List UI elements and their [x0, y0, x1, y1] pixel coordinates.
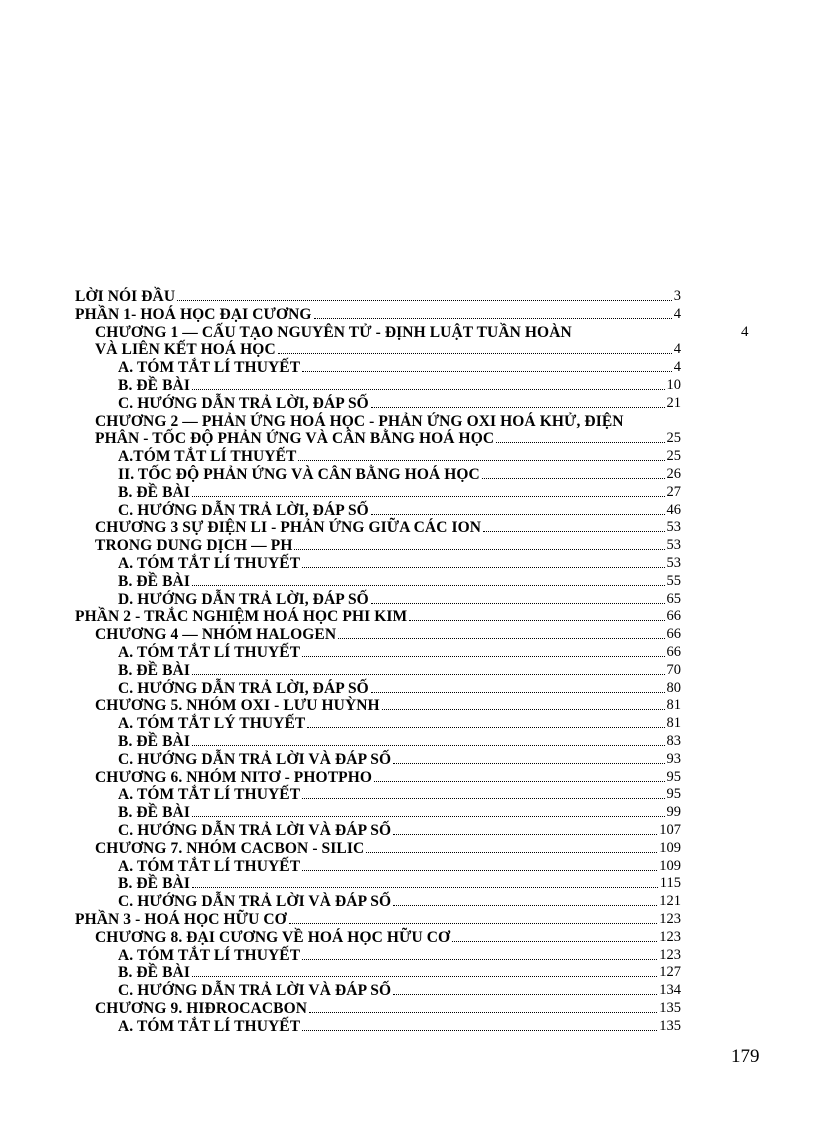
toc-entry — [95, 840, 681, 857]
toc-entry-page: 95 — [666, 768, 681, 785]
toc-leader-dots — [338, 638, 664, 639]
toc-entry-label: PHẦN 3 - HOÁ HỌC HỮU CƠ — [75, 911, 287, 928]
toc-entry-label: A. TÓM TẮT LÝ THUYẾT — [118, 715, 306, 733]
toc-leader-dots — [192, 816, 665, 817]
toc-entry — [95, 537, 681, 554]
toc-leader-dots — [393, 763, 664, 764]
toc-leader-dots — [371, 514, 665, 515]
toc-entry-label: A. TÓM TẮT LÍ THUYẾT — [118, 644, 301, 661]
toc-entry — [95, 697, 681, 714]
toc-entry — [118, 680, 681, 697]
toc-entry-label: B. ĐỀ BÀI — [118, 377, 190, 394]
toc-leader-dots — [374, 781, 664, 782]
toc-entry-label: C. HƯỚNG DẪN TRẢ LỜI, ĐÁP SỐ — [118, 679, 369, 697]
toc-entry — [75, 288, 681, 305]
toc-leader-dots — [192, 745, 665, 746]
toc-entry-label: TRONG DUNG DỊCH — PH — [95, 537, 293, 555]
toc-leader-dots — [302, 959, 657, 960]
toc-leader-dots — [192, 674, 665, 675]
toc-entry — [95, 430, 681, 447]
toc-entry — [118, 804, 681, 821]
toc-entry — [118, 875, 681, 892]
toc-entry-page: 81 — [666, 697, 681, 714]
toc-entry-page: 27 — [666, 483, 681, 500]
toc-leader-dots — [192, 389, 665, 390]
toc-leader-dots — [177, 300, 672, 301]
toc-entry-label: C. HƯỚNG DẪN TRẢ LỜI VÀ ĐÁP SỐ — [118, 982, 392, 1000]
toc-entry — [118, 858, 681, 875]
toc-entry-label: C. HƯỚNG DẪN TRẢ LỜI VÀ ĐÁP SỐ — [118, 750, 392, 768]
toc-entry-label: CHƯƠNG 8. ĐẠI CƯƠNG VỀ HOÁ HỌC HỮU CƠ — [95, 928, 451, 946]
toc-entry-page: 123 — [659, 928, 681, 945]
toc-entry-page: 109 — [659, 857, 681, 874]
toc-entry-label: A.TÓM TẮT LÍ THUYẾT — [118, 448, 297, 466]
toc-entry-page: 115 — [659, 875, 681, 892]
toc-entry-page: 3 — [673, 288, 681, 304]
toc-entry-page: 66 — [666, 626, 681, 643]
chapter-1-page-number: 4 — [741, 324, 749, 340]
toc-entry-page: 53 — [666, 519, 681, 536]
toc-entry — [75, 608, 681, 625]
toc-entry — [118, 786, 681, 803]
toc-entry-page: 65 — [666, 590, 681, 607]
toc-entry — [95, 519, 681, 536]
toc-entry — [95, 626, 681, 643]
toc-entry-label: CHƯƠNG 3 SỰ ĐIỆN LI - PHẢN ỨNG GIỮA CÁC ION — [95, 519, 482, 537]
toc-leader-dots — [192, 496, 665, 497]
toc-entry — [118, 377, 681, 394]
toc-entry-label: B. ĐỀ BÀI — [118, 483, 190, 501]
toc-leader-dots — [496, 442, 664, 443]
toc-entry — [118, 573, 681, 590]
toc-leader-dots — [192, 887, 658, 888]
toc-entry-label: CHƯƠNG 1 — CẤU TẠO NGUYÊN TỬ - ĐỊNH LUẬT TUẦN HOÀN — [95, 323, 572, 341]
toc-entry — [118, 1018, 681, 1035]
toc-entry-label: C. HƯỚNG DẪN TRẢ LỜI VÀ ĐÁP SỐ — [118, 822, 392, 839]
toc-leader-dots — [302, 870, 657, 871]
toc-entry-label: CHƯƠNG 7. NHÓM CACBON - SILIC — [95, 839, 365, 857]
toc-leader-dots — [192, 585, 665, 586]
toc-leader-dots — [298, 460, 664, 461]
toc-entry-page: 107 — [659, 822, 681, 838]
toc-entry-page: 21 — [666, 394, 681, 411]
toc-leader-dots — [483, 531, 664, 532]
toc-entry-label: A. TÓM TẮT LÍ THUYẾT — [118, 857, 301, 875]
toc-entry-page: 53 — [666, 555, 681, 571]
toc-entry-page: 53 — [666, 537, 681, 554]
toc-entry-page: 10 — [666, 377, 681, 393]
toc-leader-dots — [192, 976, 657, 977]
toc-entry-page: 83 — [666, 733, 681, 749]
toc-entry-page: 55 — [666, 572, 681, 589]
toc-entry-label: C. HƯỚNG DẪN TRẢ LỜI VÀ ĐÁP SỐ — [118, 893, 392, 911]
toc-leader-dots — [371, 407, 665, 408]
toc-entry-page: 25 — [666, 448, 681, 465]
toc-leader-dots — [289, 923, 657, 924]
toc-entry — [95, 413, 681, 430]
toc-entry-page: 123 — [659, 911, 681, 927]
toc-entry-label: C. HƯỚNG DẪN TRẢ LỜI, ĐÁP SỐ — [118, 501, 369, 519]
toc-entry-label: B. ĐỀ BÀI — [118, 733, 190, 750]
toc-entry — [118, 982, 681, 999]
toc-entry-label: A. TÓM TẮT LÍ THUYẾT — [118, 555, 301, 572]
toc-entry-label: B. ĐỀ BÀI — [118, 964, 190, 982]
toc-entry — [75, 306, 681, 323]
toc-entry — [118, 591, 681, 608]
toc-leader-dots — [452, 941, 657, 942]
toc-entry — [95, 769, 681, 786]
toc-entry — [118, 448, 681, 465]
toc-entry — [75, 911, 681, 928]
toc-leader-dots — [309, 1012, 657, 1013]
toc-entry-page: 95 — [666, 786, 681, 803]
toc-entry — [95, 341, 681, 358]
toc-entry-label: CHƯƠNG 9. HIĐROCACBON — [95, 1000, 308, 1017]
toc-entry — [118, 662, 681, 679]
toc-entry — [118, 644, 681, 661]
toc-entry-label: PHÂN - TỐC ĐỘ PHẢN ỨNG VÀ CÂN BẰNG HOÁ HỌC — [95, 430, 495, 448]
toc-leader-dots — [393, 994, 657, 995]
toc-leader-dots — [302, 798, 664, 799]
toc-entry-page: 66 — [666, 608, 681, 625]
toc-leader-dots — [307, 727, 664, 728]
toc-entry-page: 123 — [659, 946, 681, 963]
toc-leader-dots — [382, 709, 665, 710]
toc-entry — [118, 466, 681, 483]
toc-leader-dots — [366, 852, 657, 853]
toc-leader-dots — [278, 353, 672, 354]
toc-entry-label: A. TÓM TẮT LÍ THUYẾT — [118, 1017, 301, 1035]
toc-entry — [118, 822, 681, 839]
toc-entry-label: A. TÓM TẮT LÍ THUYẾT — [118, 946, 301, 964]
toc-entry-page: 70 — [666, 661, 681, 678]
toc-entry-page: 25 — [666, 430, 681, 447]
toc-entry-page: 4 — [673, 305, 681, 322]
toc-leader-dots — [314, 318, 672, 319]
toc-entry-label: B. ĐỀ BÀI — [118, 661, 190, 679]
toc-entry-page: 127 — [659, 964, 681, 981]
toc-entry-label: B. ĐỀ BÀI — [118, 572, 190, 590]
toc-leader-dots — [302, 656, 664, 657]
toc-leader-dots — [302, 371, 672, 372]
toc-entry — [118, 715, 681, 732]
toc-entry — [95, 929, 681, 946]
toc-entry-label: CHƯƠNG 5. NHÓM OXI - LƯU HUỲNH — [95, 697, 380, 715]
toc-entry — [118, 893, 681, 910]
toc-entry-label: VÀ LIÊN KẾT HOÁ HỌC — [95, 341, 276, 359]
toc-leader-dots — [393, 905, 657, 906]
toc-entry-label: CHƯƠNG 2 — PHẢN ỨNG HOÁ HỌC - PHẢN ỨNG OXI HOÁ KHỬ, ĐIỆN — [95, 412, 624, 430]
toc-entry-page: 4 — [673, 341, 681, 358]
toc-entry-page: 121 — [659, 893, 681, 910]
toc-leader-dots — [371, 603, 665, 604]
toc-entry — [118, 395, 681, 412]
toc-entry-label: C. HƯỚNG DẪN TRẢ LỜI, ĐÁP SỐ — [118, 394, 369, 412]
toc-leader-dots — [302, 1030, 657, 1031]
toc-entry — [95, 324, 681, 341]
toc-entry-page: 99 — [666, 804, 681, 821]
toc-entry-label: B. ĐỀ BÀI — [118, 875, 190, 893]
toc-entry — [118, 359, 681, 376]
toc-entry — [118, 947, 681, 964]
toc-entry-page: 81 — [666, 715, 681, 732]
toc-entry-page: 135 — [659, 1017, 681, 1034]
toc-entry-page: 4 — [673, 359, 681, 376]
toc-entry-page: 26 — [666, 466, 681, 482]
toc-entry-page: 134 — [659, 982, 681, 999]
toc-entry-label: CHƯƠNG 4 — NHÓM HALOGEN — [95, 626, 337, 644]
toc-entry-page: 109 — [659, 839, 681, 856]
toc-entry — [118, 502, 681, 519]
toc-entry-label: PHẦN 2 - TRẮC NGHIỆM HOÁ HỌC PHI KIM — [75, 608, 408, 626]
toc-entry-page: 66 — [666, 644, 681, 660]
toc-leader-dots — [393, 834, 657, 835]
toc-entry — [118, 964, 681, 981]
toc-entry-label: A. TÓM TẮT LÍ THUYẾT — [118, 786, 301, 804]
toc-entry-page: 135 — [659, 1000, 681, 1016]
toc-entry-label: D. HƯỚNG DẪN TRẢ LỜI, ĐÁP SỐ — [118, 590, 369, 608]
toc-entry-label: CHƯƠNG 6. NHÓM NITƠ - PHOTPHO — [95, 768, 373, 786]
toc-entry-page: 80 — [666, 679, 681, 696]
toc-leader-dots — [409, 620, 664, 621]
toc-leader-dots — [302, 567, 664, 568]
toc-entry — [118, 751, 681, 768]
toc-entry-label: B. ĐỀ BÀI — [118, 804, 190, 822]
toc-entry-label: PHẦN 1- HOÁ HỌC ĐẠI CƯƠNG — [75, 305, 312, 323]
toc-leader-dots — [371, 692, 665, 693]
toc-leader-dots — [482, 478, 665, 479]
toc-entry-page: 46 — [666, 501, 681, 518]
toc-entry — [118, 733, 681, 750]
toc-entry-label: A. TÓM TẮT LÍ THUYẾT — [118, 359, 301, 377]
toc-leader-dots — [294, 549, 664, 550]
toc-entry-label: LỜI NÓI ĐẦU — [75, 288, 176, 305]
page-folio: 179 — [731, 1046, 760, 1067]
toc-entry — [118, 555, 681, 572]
toc-entry-page: 93 — [666, 750, 681, 767]
toc-entry — [95, 1000, 681, 1017]
toc-entry-label: II. TỐC ĐỘ PHẢN ỨNG VÀ CÂN BẰNG HOÁ HỌC — [118, 466, 480, 483]
toc-entry — [118, 484, 681, 501]
